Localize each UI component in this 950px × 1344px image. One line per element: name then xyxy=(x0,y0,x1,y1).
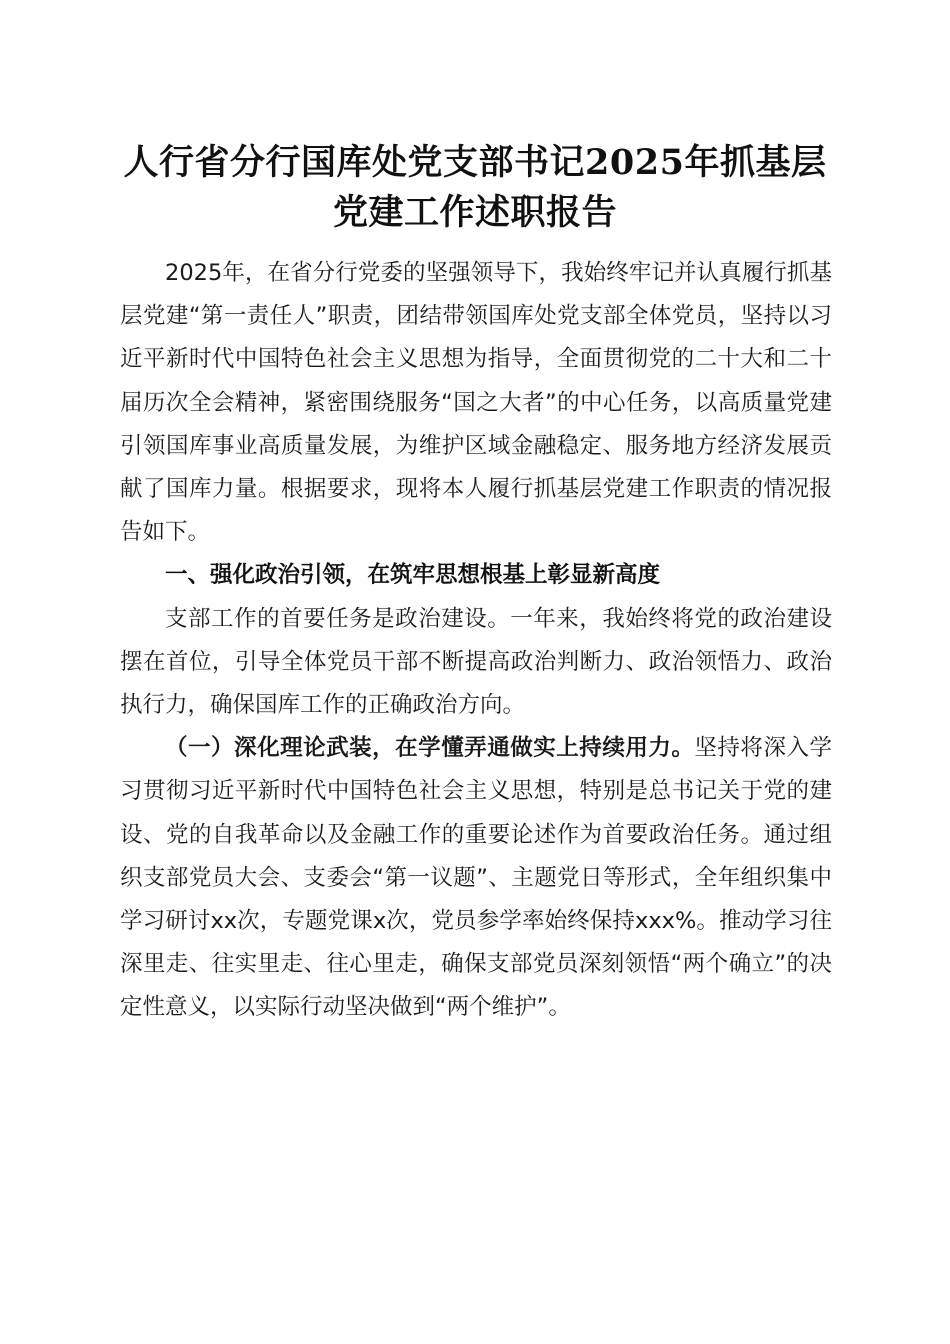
title-line-1: 人行省分行国库处党支部书记2025年抓基层 xyxy=(123,142,827,183)
section-1-paragraph: 支部工作的首要任务是政治建设。一年来，我始终将党的政治建设摆在首位，引导全体党员干部不断提高政治判断力、政治领悟力、政治执行力，确保国库工作的正确政治方向。 xyxy=(120,605,832,719)
subsection-1-body: 坚持将深入学习贯彻习近平新时代中国特色社会主义思想，特别是总书记关于党的建设、党的自我革命以及金融工作的重要论述作为首要政治任务。通过组织支部党员大会、支委会“第一议题”、主题党日等形式，全年组织集中学习研讨xx次，专题党课x次，党员参学率始终保持xxx%。推动学习往深里走、往实里走、往心里走，确保支部党员深刻领悟“两个确立”的决定性意义，以实际行动坚决做到“两个维护”。 xyxy=(120,735,832,1021)
section-1-heading: 一、强化政治引领，在筑牢思想根基上彰显新高度 xyxy=(165,562,661,589)
subsection-1-paragraph xyxy=(120,727,832,1029)
subsection-1-heading: （一）深化理论武装，在学懂弄通做实上持续用力。 xyxy=(165,735,695,762)
document-title xyxy=(100,138,850,238)
document-body xyxy=(120,252,832,1030)
intro-paragraph: 2025年，在省分行党委的坚强领导下，我始终牢记并认真履行抓基层党建“第一责任人”职责，团结带领国库处党支部全体党员，坚持以习近平新时代中国特色社会主义思想为指导，全面贯彻党的二十大和二十届历次全会精神，紧密围绕服务“国之大者”的中心任务，以高质量党建引领国库事业高质量发展，为维护区域金融稳定、服务地方经济发展贡献了国库力量。根据要求，现将本人履行抓基层党建工作职责的情况报告如下。 xyxy=(120,260,832,546)
title-line-2: 党建工作述职报告 xyxy=(332,192,617,233)
